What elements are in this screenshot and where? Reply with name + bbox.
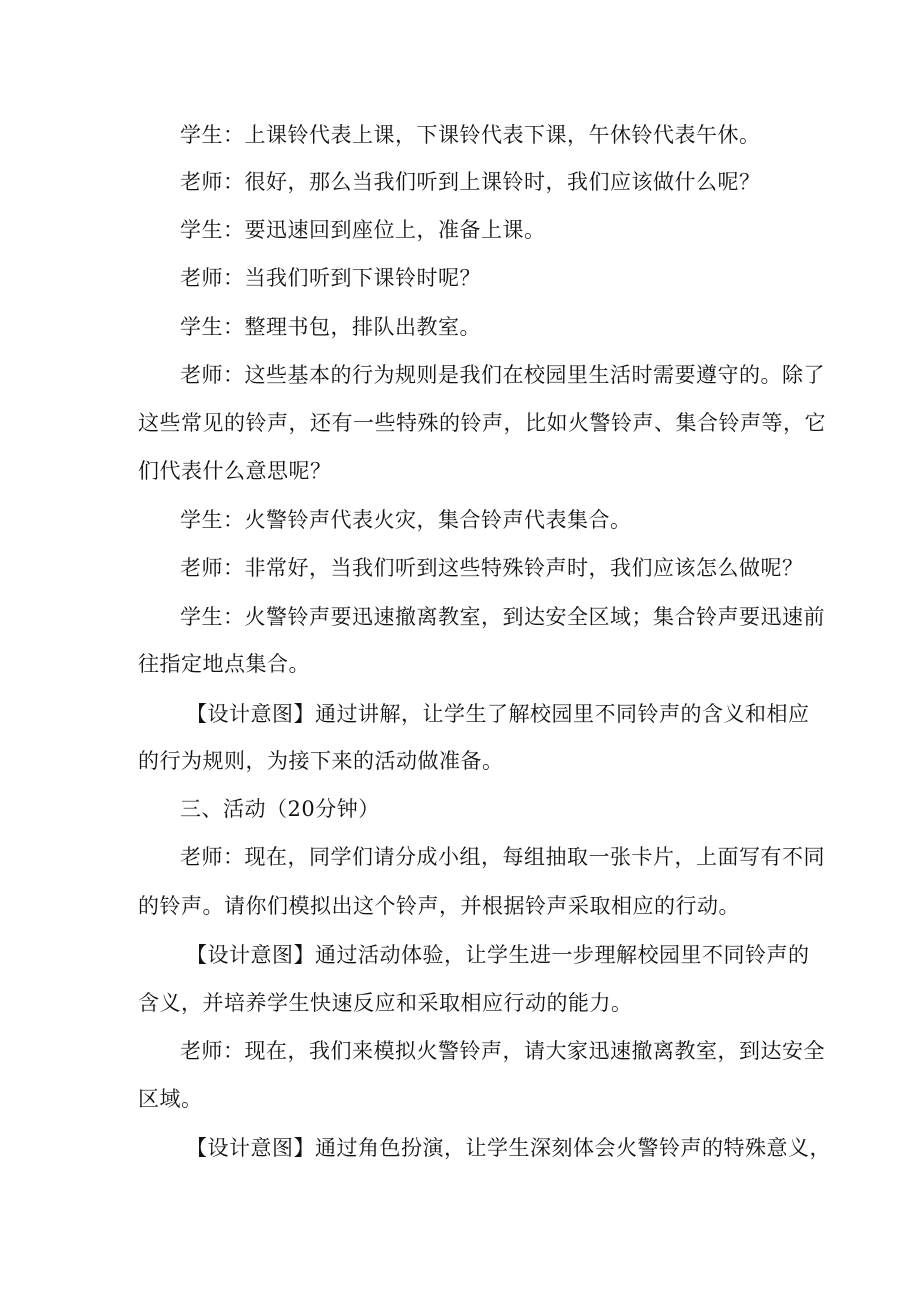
paragraph-line: 老师：很好，那么当我们听到上课铃时，我们应该做什么呢？ bbox=[180, 170, 761, 194]
paragraph-line: 学生：上课铃代表上课，下课铃代表下课，午休铃代表午休。 bbox=[180, 123, 761, 147]
paragraph-line: 学生：要迅速回到座位上，准备上课。 bbox=[180, 218, 546, 242]
paragraph-line: 学生：整理书包，排队出教室。 bbox=[180, 315, 481, 339]
paragraph-line: 学生：火警铃声代表火灾，集合铃声代表集合。 bbox=[180, 508, 632, 532]
paragraph-line: 老师：这些基本的行为规则是我们在校园里生活时需要遵守的。除了 bbox=[180, 363, 825, 387]
paragraph-line: 老师：现在，我们来模拟火警铃声，请大家迅速撤离教室，到达安全 bbox=[180, 1039, 825, 1063]
paragraph-line: 往指定地点集合。 bbox=[138, 652, 310, 676]
paragraph-line: 【设计意图】通过活动体验，让学生进一步理解校园里不同铃声的 bbox=[186, 943, 810, 967]
section-heading: 三、活动（20分钟） bbox=[180, 797, 380, 821]
paragraph-line: 【设计意图】通过角色扮演，让学生深刻体会火警铃声的特殊意义， bbox=[186, 1136, 831, 1160]
paragraph-line: 老师：非常好，当我们听到这些特殊铃声时，我们应该怎么做呢？ bbox=[180, 556, 804, 580]
paragraph-line: 学生：火警铃声要迅速撤离教室，到达安全区域；集合铃声要迅速前 bbox=[180, 605, 825, 629]
paragraph-line: 区域。 bbox=[138, 1087, 203, 1111]
paragraph-line: 老师：现在，同学们请分成小组，每组抽取一张卡片，上面写有不同 bbox=[180, 845, 825, 869]
paragraph-line: 们代表什么意思呢？ bbox=[138, 459, 332, 483]
paragraph-line: 的行为规则，为接下来的活动做准备。 bbox=[138, 749, 504, 773]
paragraph-line: 含义，并培养学生快速反应和采取相应行动的能力。 bbox=[138, 991, 633, 1015]
paragraph-line: 这些常见的铃声，还有一些特殊的铃声，比如火警铃声、集合铃声等，它 bbox=[138, 411, 826, 435]
paragraph-line: 老师：当我们听到下课铃时呢？ bbox=[180, 266, 481, 290]
paragraph-line: 【设计意图】通过讲解，让学生了解校园里不同铃声的含义和相应 bbox=[186, 702, 810, 726]
paragraph-line: 的铃声。请你们模拟出这个铃声，并根据铃声采取相应的行动。 bbox=[138, 894, 740, 918]
